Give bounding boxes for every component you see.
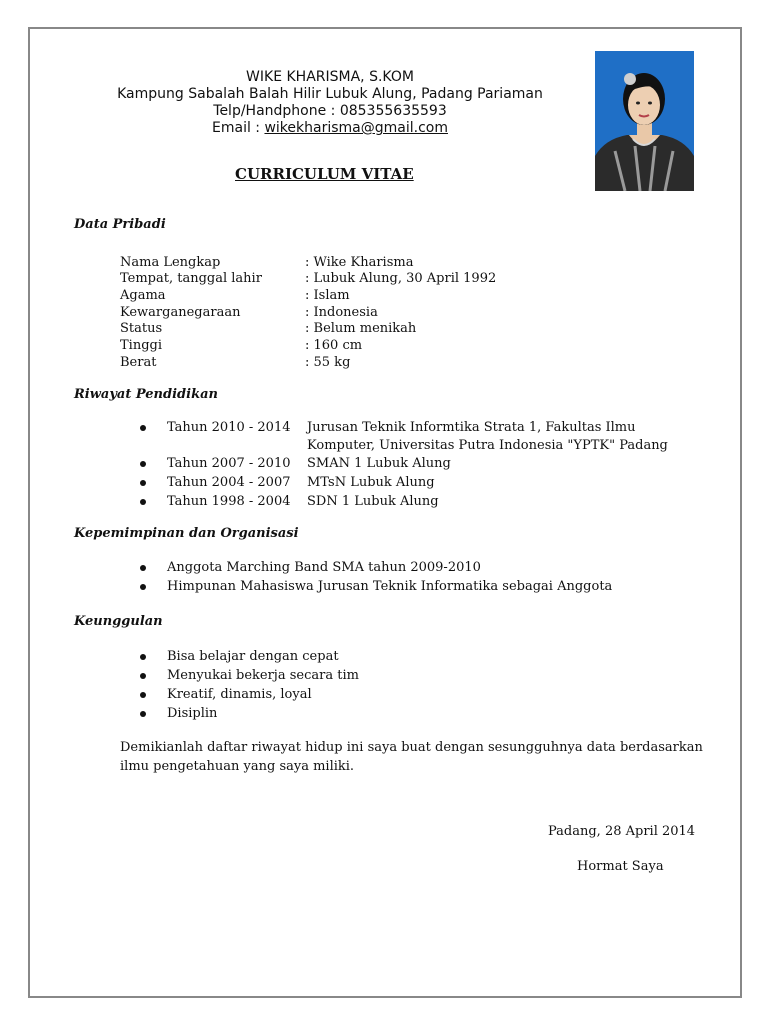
bullet-icon: [140, 711, 146, 717]
personal-value: : 55 kg: [305, 355, 351, 370]
closing-paragraph: Demikianlah daftar riwayat hidup ini saya buat dengan sesungguhnya data berdasarkan ilmu pengetahuan yang saya miliki.: [120, 740, 703, 774]
bullet-icon: [140, 480, 146, 486]
bullet-icon: [140, 673, 146, 679]
education-desc: SDN 1 Lubuk Alung: [307, 494, 439, 509]
personal-label: Agama: [120, 288, 166, 303]
personal-label: Kewarganegaraan: [120, 305, 241, 320]
education-desc: SMAN 1 Lubuk Alung: [307, 456, 451, 471]
header: [30, 69, 630, 137]
bullet-icon: [140, 692, 146, 698]
personal-row: [120, 321, 416, 337]
header-email-line: [30, 120, 630, 137]
header-email-label: Email :: [212, 120, 265, 136]
education-year: Tahun 2004 - 2007: [167, 475, 291, 490]
personal-row: [120, 355, 350, 371]
section-title-strengths: Keunggulan: [74, 614, 163, 629]
strength-text: Bisa belajar dengan cepat: [167, 649, 339, 664]
strength-text: Kreatif, dinamis, loyal: [167, 687, 312, 702]
personal-label: Berat: [120, 355, 157, 370]
profile-photo: [595, 51, 694, 191]
organization-text: Anggota Marching Band SMA tahun 2009-2010: [167, 560, 481, 575]
header-name: WIKE KHARISMA, S.KOM: [246, 69, 414, 85]
bullet-icon: [140, 565, 146, 571]
email-link[interactable]: wikekharisma@gmail.com: [264, 120, 448, 136]
place-date: Padang, 28 April 2014: [548, 824, 696, 839]
personal-label: Tempat, tanggal lahir: [120, 271, 262, 286]
education-desc: Jurusan Teknik Informtika Strata 1, Fakultas Ilmu Komputer, Universitas Putra Indonesia "YPTK" Padang: [307, 420, 668, 453]
personal-row: [120, 271, 496, 287]
cv-page: [28, 27, 742, 998]
strength-text: Menyukai bekerja secara tim: [167, 668, 359, 683]
personal-label: Nama Lengkap: [120, 255, 221, 270]
bullet-icon: [140, 499, 146, 505]
personal-row: [120, 288, 350, 304]
personal-value: : Wike Kharisma: [305, 255, 414, 270]
personal-row: [120, 338, 362, 354]
section-title-personal: Data Pribadi: [74, 217, 166, 232]
education-desc: MTsN Lubuk Alung: [307, 475, 435, 490]
bullet-icon: [140, 654, 146, 660]
header-address: Kampung Sabalah Balah Hilir Lubuk Alung, Padang Pariaman: [117, 86, 543, 102]
regards: Hormat Saya: [577, 859, 664, 874]
personal-label: Tinggi: [120, 338, 163, 353]
document-title: CURRICULUM VITAE: [235, 165, 414, 183]
section-title-education: Riwayat Pendidikan: [74, 387, 218, 402]
education-year: Tahun 2010 - 2014: [167, 420, 291, 435]
organization-text: Himpunan Mahasiswa Jurusan Teknik Informatika sebagai Anggota: [167, 579, 613, 594]
personal-value: : Islam: [305, 288, 350, 303]
personal-label: Status: [120, 321, 163, 336]
education-year: Tahun 2007 - 2010: [167, 456, 291, 471]
section-title-organization: Kepemimpinan dan Organisasi: [74, 526, 299, 541]
personal-row: [120, 305, 378, 321]
bullet-icon: [140, 425, 146, 431]
bullet-icon: [140, 461, 146, 467]
education-year: Tahun 1998 - 2004: [167, 494, 291, 509]
profile-photo-illustration: [595, 51, 694, 191]
bullet-icon: [140, 584, 146, 590]
personal-row: [120, 255, 413, 271]
personal-value: : Indonesia: [305, 305, 378, 320]
personal-value: : Lubuk Alung, 30 April 1992: [305, 271, 497, 286]
strength-text: Disiplin: [167, 706, 218, 721]
personal-value: : 160 cm: [305, 338, 363, 353]
personal-value: : Belum menikah: [305, 321, 417, 336]
header-phone: Telp/Handphone : 085355635593: [213, 103, 447, 119]
